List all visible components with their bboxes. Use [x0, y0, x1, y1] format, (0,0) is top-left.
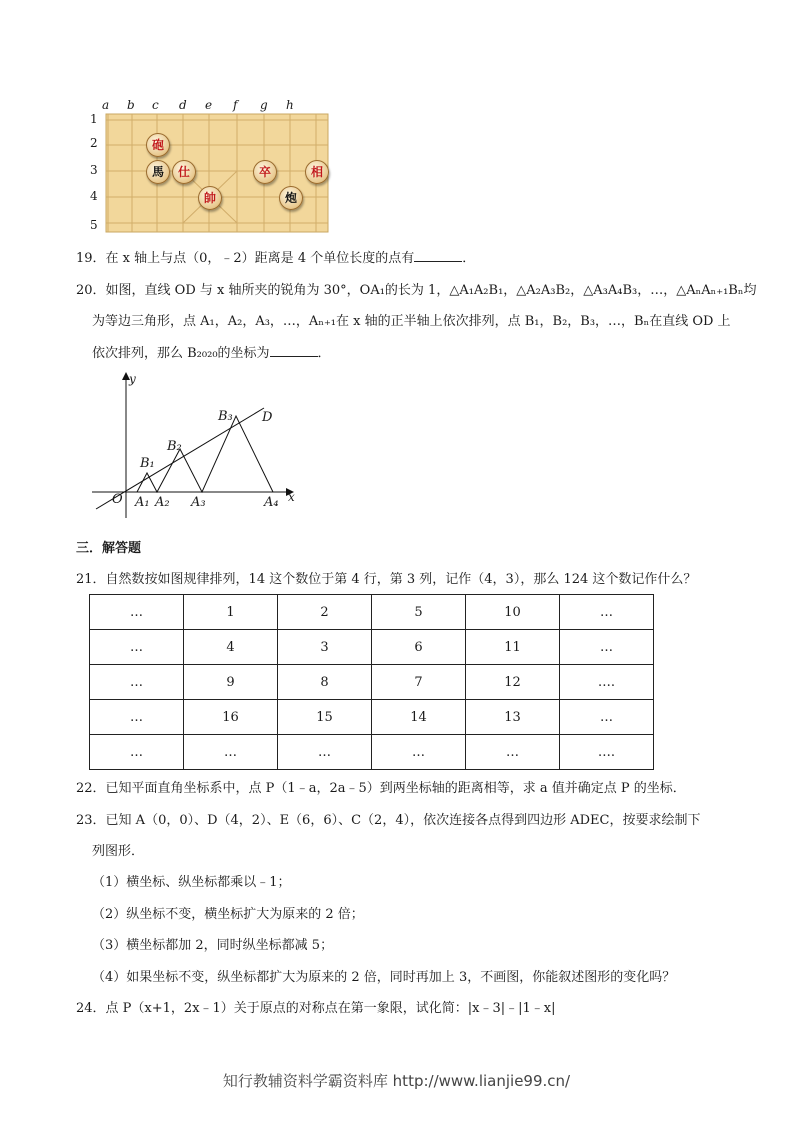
triangle-chain [137, 416, 273, 492]
board-background [106, 114, 328, 232]
answer-blank [414, 249, 462, 262]
table-cell: … [560, 595, 654, 630]
table-row [90, 735, 654, 770]
origin-label: O [112, 492, 123, 507]
col-label-a: a [102, 98, 110, 112]
point-b2-label: B₂ [167, 439, 182, 454]
col-label-c: c [152, 98, 159, 112]
number-grid-table [89, 594, 654, 770]
piece-ma: 馬 [146, 160, 170, 184]
table-cell: … [466, 735, 560, 770]
section-heading: 三．解答题 [76, 541, 142, 556]
table-row [90, 630, 654, 665]
point-d-label: D [262, 410, 273, 425]
point-b3-label: B₃ [218, 409, 233, 424]
question-19-end: ． [462, 251, 476, 266]
point-a2-label: A₂ [155, 495, 170, 510]
question-20-line-1: 20．如图，直线 OD 与 x 轴所夹的锐角为 30°，OA₁的长为 1，△A₁A₂B₁，△A₂A₃B₂，△A₃A₄B₃，…，△AₙAₙ₊₁Bₙ均 [76, 283, 757, 298]
table-row [90, 665, 654, 700]
table-cell: … [90, 595, 184, 630]
question-20-line-3 [92, 344, 331, 363]
piece-pao-red: 砲 [146, 133, 170, 157]
table-cell: 4 [184, 630, 278, 665]
col-label-f: f [233, 98, 238, 112]
table-cell: … [560, 700, 654, 735]
piece-pao-black: 炮 [279, 186, 303, 210]
question-19 [76, 249, 475, 268]
table-cell: … [90, 735, 184, 770]
table-cell: 6 [372, 630, 466, 665]
question-20-line-2: 为等边三角形，点 A₁，A₂，A₃，…，Aₙ₊₁在 x 轴的正半轴上依次排列，点 B₁，B₂，B₃，…，Bₙ在直线 OD 上 [92, 314, 731, 329]
question-23-item-4: （4）如果坐标不变，纵坐标都扩大为原来的 2 倍，同时再加上 3，不画图，你能叙述图形的变化吗？ [92, 970, 676, 985]
answer-blank [270, 344, 318, 357]
col-label-h: h [286, 98, 294, 112]
table-cell: … [278, 735, 372, 770]
table-cell: 11 [466, 630, 560, 665]
question-20-end: ． [317, 346, 331, 361]
row-label-5: 5 [90, 218, 98, 232]
table-row [90, 700, 654, 735]
question-19-text: 19．在 x 轴上与点（0，﹣2）距离是 4 个单位长度的点有 [76, 251, 415, 266]
piece-shi: 仕 [172, 160, 196, 184]
question-23-item-1: （1）横坐标、纵坐标都乘以﹣1； [92, 875, 291, 890]
y-axis-label: y [129, 372, 136, 386]
table-cell: 8 [278, 665, 372, 700]
question-24: 24．点 P（x+1，2x﹣1）关于原点的对称点在第一象限，试化简：|x﹣3|﹣|1﹣x| [76, 1001, 556, 1016]
row-label-1: 1 [90, 112, 98, 126]
point-b1-label: B₁ [140, 456, 155, 471]
row-label-3: 3 [90, 163, 98, 177]
table-cell: 14 [372, 700, 466, 735]
table-cell: … [90, 665, 184, 700]
point-a3-label: A₃ [191, 495, 206, 510]
table-cell: …. [560, 665, 654, 700]
table-row [90, 595, 654, 630]
piece-zu: 卒 [253, 160, 277, 184]
footer-watermark: 知行教辅资料学霸资料库 http://www.lianjie99.cn/ [222, 1072, 571, 1090]
table-cell: 1 [184, 595, 278, 630]
table-cell: 3 [278, 630, 372, 665]
triangle-figure [92, 372, 302, 522]
table-cell: 9 [184, 665, 278, 700]
col-label-b: b [127, 98, 135, 112]
col-label-e: e [205, 98, 213, 112]
question-22: 22．已知平面直角坐标系中，点 P（1﹣a，2a﹣5）到两坐标轴的距离相等，求 a 值并确定点 P 的坐标． [76, 781, 686, 796]
row-label-2: 2 [90, 136, 98, 150]
chess-board-svg [88, 100, 338, 235]
question-23-line-1: 23．已知 A（0，0）、D（4，2）、E（6，6）、C（2，4），依次连接各点得到四边形 ADEC，按要求绘制下 [76, 813, 701, 828]
row-label-4: 4 [90, 189, 98, 203]
table-cell: 12 [466, 665, 560, 700]
point-a4-label: A₄ [264, 495, 279, 510]
table-cell: 7 [372, 665, 466, 700]
table-cell: 5 [372, 595, 466, 630]
chess-board-figure [88, 100, 338, 235]
table-cell: 15 [278, 700, 372, 735]
table-cell: … [90, 630, 184, 665]
question-20-line-3-text: 依次排列，那么 B₂₀₂₀的坐标为 [92, 346, 270, 361]
table-cell: 10 [466, 595, 560, 630]
table-cell: … [560, 630, 654, 665]
col-label-d: d [179, 98, 187, 112]
table-cell: … [372, 735, 466, 770]
x-axis-label: x [288, 490, 295, 504]
point-a1-label: A₁ [135, 495, 150, 510]
table-cell: … [90, 700, 184, 735]
question-23-item-3: （3）横坐标都加 2，同时纵坐标都减 5； [92, 938, 334, 953]
question-23-line-2: 列图形． [92, 844, 145, 859]
table-cell: … [184, 735, 278, 770]
table-cell: 16 [184, 700, 278, 735]
question-21: 21．自然数按如图规律排列，14 这个数位于第 4 行，第 3 列，记作（4，3），那么 124 这个数记作什么？ [76, 572, 697, 587]
col-label-g: g [260, 98, 268, 112]
table-cell: …. [560, 735, 654, 770]
piece-shuai: 帥 [198, 186, 222, 210]
table-cell: 13 [466, 700, 560, 735]
table-cell: 2 [278, 595, 372, 630]
question-23-item-2: （2）纵坐标不变，横坐标扩大为原来的 2 倍； [92, 907, 364, 922]
piece-xiang: 相 [305, 160, 329, 184]
